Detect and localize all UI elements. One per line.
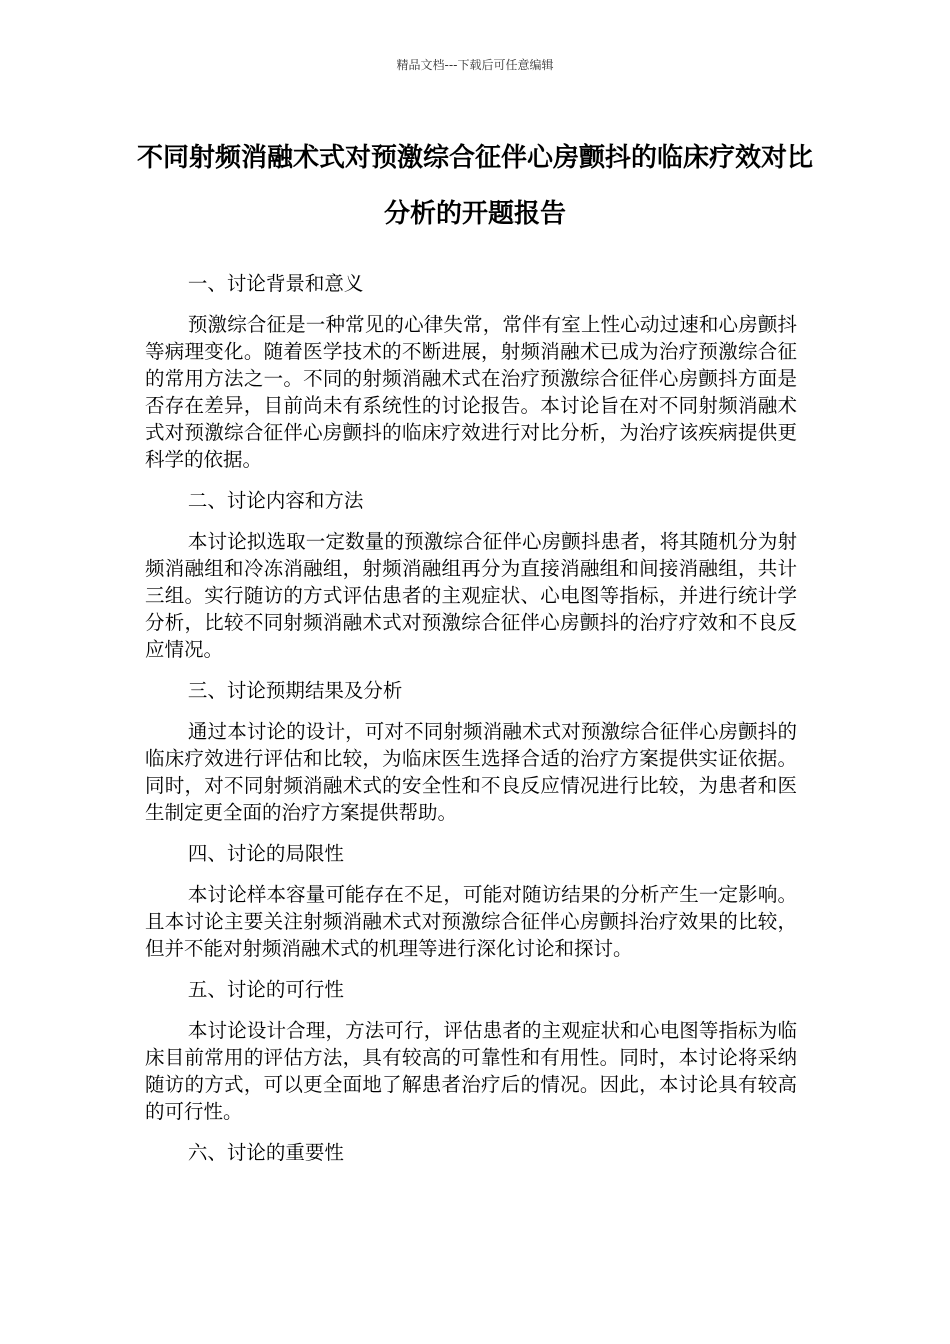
section-paragraph-content-method: 本讨论拟选取一定数量的预激综合征伴心房颤抖患者，将其随机分为射频消融组和冷冻消融组，射频消融组再分为直接消融组和间接消融组，共计三组。实行随访的方式评估患者的主观症状、心电图等指标，并进行统计学分析，比较不同射频消融术式对预激综合征伴心房颤抖的治疗疗效和不良反应情况。 bbox=[145, 530, 797, 661]
section-heading-background: 一、讨论背景和意义 bbox=[187, 272, 364, 295]
section-heading-importance: 六、讨论的重要性 bbox=[187, 1141, 344, 1164]
section-paragraph-limitations: 本讨论样本容量可能存在不足，可能对随访结果的分析产生一定影响。且本讨论主要关注射频消融术式对预激综合征伴心房颤抖治疗效果的比较，但并不能对射频消融术式的机理等进行深化讨论和探讨。 bbox=[145, 883, 797, 960]
section-heading-limitations: 四、讨论的局限性 bbox=[187, 842, 344, 865]
section-paragraph-background: 预激综合征是一种常见的心律失常，常伴有室上性心动过速和心房颤抖等病理变化。随着医学技术的不断进展，射频消融术已成为治疗预激综合征的常用方法之一。不同的射频消融术式在治疗预激综合征伴心房颤抖方面是否存在差异，目前尚未有系统性的讨论报告。本讨论旨在对不同射频消融术式对预激综合征伴心房颤抖的临床疗效进行对比分析，为治疗该疾病提供更科学的依据。 bbox=[145, 313, 797, 471]
section-paragraph-expected-results: 通过本讨论的设计，可对不同射频消融术式对预激综合征伴心房颤抖的临床疗效进行评估和比较，为临床医生选择合适的治疗方案提供实证依据。同时，对不同射频消融术式的安全性和不良反应情况进行比较，为患者和医生制定更全面的治疗方案提供帮助。 bbox=[145, 720, 797, 824]
section-heading-content-method: 二、讨论内容和方法 bbox=[187, 489, 364, 512]
section-paragraph-feasibility: 本讨论设计合理，方法可行，评估患者的主观症状和心电图等指标为临床目前常用的评估方法，具有较高的可靠性和有用性。同时，本讨论将采纳随访的方式，可以更全面地了解患者治疗后的情况。因此，本讨论具有较高的可行性。 bbox=[145, 1019, 797, 1123]
document-title: 不同射频消融术式对预激综合征伴心房颤抖的临床疗效对比分析的开题报告 bbox=[136, 143, 813, 229]
section-heading-feasibility: 五、讨论的可行性 bbox=[187, 978, 344, 1001]
document-body bbox=[145, 270, 797, 1180]
section-heading-expected-results: 三、讨论预期结果及分析 bbox=[187, 679, 403, 702]
page-header: 精品文档---下载后可任意编辑 bbox=[396, 58, 554, 72]
